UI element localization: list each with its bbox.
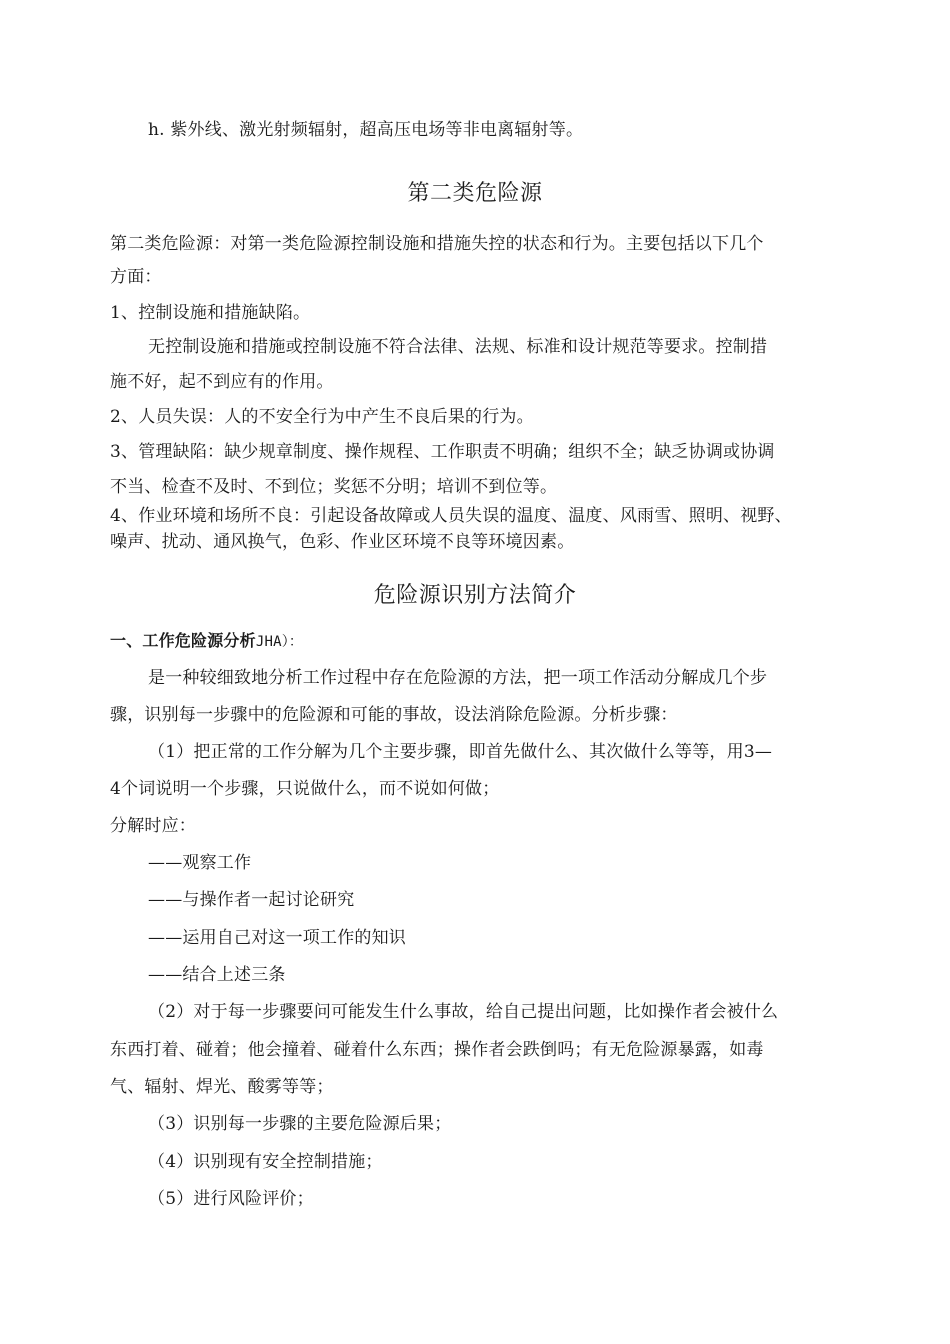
list-item-2: 2、人员失误：人的不安全行为中产生不良后果的行为。 xyxy=(110,407,534,427)
paragraph-line: 无控制设施和措施或控制设施不符合法律、法规、标准和设计规范等要求。控制措 xyxy=(148,337,768,357)
dash-item: ——与操作者一起讨论研究 xyxy=(148,890,355,910)
paragraph-line: 4个词说明一个步骤，只说做什么，而不说如何做； xyxy=(110,779,500,799)
paragraph-line: 噪声、扰动、通风换气，色彩、作业区环境不良等环境因素。 xyxy=(110,532,575,552)
paragraph-line: 骤，识别每一步骤中的危险源和可能的事故，设法消除危险源。分析步骤： xyxy=(110,705,678,725)
section-title-second-hazard: 第二类危险源 xyxy=(407,181,543,206)
list-item-1: 1、控制设施和措施缺陷。 xyxy=(110,303,311,323)
step-5: （5）进行风险评价； xyxy=(148,1189,314,1209)
paragraph-line: 方面： xyxy=(110,267,162,287)
step-3: （3）识别每一步骤的主要危险源后果； xyxy=(148,1114,452,1134)
section-title-identification-methods: 危险源识别方法简介 xyxy=(373,583,577,608)
subheading-main: 一、工作危险源分析 xyxy=(110,631,256,650)
dash-item: ——观察工作 xyxy=(148,853,252,873)
paragraph-line: 是一种较细致地分析工作过程中存在危险源的方法，把一项工作活动分解成几个步 xyxy=(148,668,768,688)
paragraph-line: 施不好，起不到应有的作用。 xyxy=(110,372,334,392)
paragraph-line: 东西打着、碰着；他会撞着、碰着什么东西；操作者会跌倒吗；有无危险源暴露，如毒 xyxy=(110,1040,764,1060)
paragraph-line: 不当、检查不及时、不到位；奖惩不分明；培训不到位等。 xyxy=(110,477,558,497)
paragraph-line: 气、辐射、焊光、酸雾等等； xyxy=(110,1077,334,1097)
decompose-label: 分解时应： xyxy=(110,816,196,836)
list-item-h: h. 紫外线、激光射频辐射，超高压电场等非电离辐射等。 xyxy=(148,120,584,140)
list-item-3: 3、管理缺陷：缺少规章制度、操作规程、工作职责不明确；组织不全；缺乏协调或协调 xyxy=(110,442,775,462)
step-1: （1）把正常的工作分解为几个主要步骤，即首先做什么、其次做什么等等，用3— xyxy=(148,742,773,762)
dash-item: ——运用自己对这一项工作的知识 xyxy=(148,928,406,948)
dash-item: ——结合上述三条 xyxy=(148,965,286,985)
step-4: （4）识别现有安全控制措施； xyxy=(148,1152,383,1172)
step-2: （2）对于每一步骤要问可能发生什么事故，给自己提出问题，比如操作者会被什么 xyxy=(148,1002,779,1022)
subheading-suffix: JHA）： xyxy=(255,634,304,650)
list-item-4: 4、作业环境和场所不良：引起设备故障或人员失误的温度、温度、风雨雪、照明、视野、 xyxy=(110,506,792,526)
subheading-jha xyxy=(110,630,303,653)
paragraph-line: 第二类危险源：对第一类危险源控制设施和措施失控的状态和行为。主要包括以下几个 xyxy=(110,234,764,254)
